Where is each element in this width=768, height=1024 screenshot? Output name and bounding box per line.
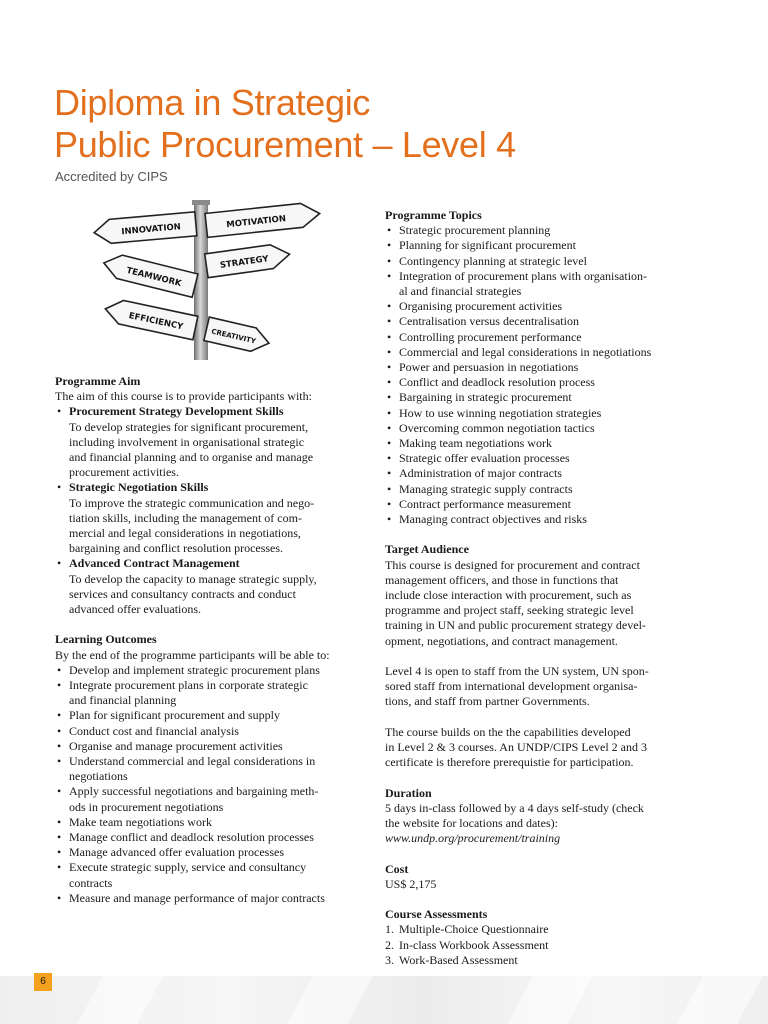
- page-title: [54, 82, 516, 166]
- topic-item-line: • Controlling procurement performance: [399, 329, 582, 344]
- assessment-item: [385, 922, 710, 937]
- paragraph-line: include close interaction with procurement, such as: [385, 588, 632, 603]
- outcome-item-line: • Manage conflict and deadlock resolution processes: [69, 830, 314, 845]
- assessment-number: 2.: [385, 937, 394, 952]
- paragraph-line: The course builds on the the capabilities developed: [385, 724, 631, 739]
- footer-band: [0, 976, 768, 1024]
- outcome-item: [55, 754, 367, 784]
- paragraph-line: tions, and staff from partner Governments.: [385, 694, 590, 709]
- topic-item: [385, 238, 710, 253]
- topic-item: [385, 254, 710, 269]
- sign-creativity: [204, 317, 272, 355]
- outcome-item-line: • Execute strategic supply, service and consultancy: [69, 860, 307, 875]
- paragraph-line: certificate is therefore prerequistie for participation.: [385, 755, 634, 770]
- target-audience-paragraph-1: [385, 558, 710, 649]
- topic-item-line: • Administration of major contracts: [399, 466, 562, 481]
- outcome-item-line: • Plan for significant procurement and supply: [69, 708, 280, 723]
- topic-item-line: • Contingency planning at strategic level: [399, 253, 587, 268]
- paragraph-line: training in UN and public procurement strategy devel-: [385, 618, 646, 633]
- topic-item: [385, 406, 710, 421]
- topic-item: [385, 497, 710, 512]
- paragraph-line: programme and project staff, seeking strategic level: [385, 603, 634, 618]
- outcome-item-line: • Make team negotiations work: [69, 814, 212, 829]
- topic-item: [385, 314, 710, 329]
- topic-item-line: • Centralisation versus decentralisation: [399, 314, 579, 329]
- outcome-item-line: and financial planning: [69, 693, 177, 708]
- topic-item: [385, 390, 710, 405]
- left-column: [55, 374, 367, 906]
- sign-efficiency: [103, 297, 198, 340]
- topic-item-line: • Making team negotiations work: [399, 436, 552, 451]
- sign-strategy: [205, 242, 292, 277]
- outcome-item: [55, 678, 367, 708]
- topic-item-line: • Planning for significant procurement: [399, 238, 576, 253]
- programme-aim-intro: The aim of this course is to provide participants with:: [55, 389, 312, 404]
- topic-item-line: • Contract performance measurement: [399, 496, 571, 511]
- sign-motivation: [205, 202, 321, 238]
- topic-item: [385, 360, 710, 375]
- topic-item-line: • Managing strategic supply contracts: [399, 481, 573, 496]
- assessment-number: 1.: [385, 922, 394, 937]
- svg-text:MOTIVATION: MOTIVATION: [225, 214, 287, 231]
- paragraph-line: Level 4 is open to staff from the UN system, UN spon-: [385, 664, 649, 679]
- outcome-item: [55, 724, 367, 739]
- assessment-text: Work-Based Assessment: [399, 952, 518, 967]
- outcome-item: [55, 815, 367, 830]
- topic-item-line: • Bargaining in strategic procurement: [399, 390, 572, 405]
- outcome-item-line: • Apply successful negotiations and bargaining meth-: [69, 784, 319, 799]
- sign-teamwork: [101, 251, 198, 297]
- topic-item: [385, 421, 710, 436]
- target-audience-heading: Target Audience: [385, 542, 469, 557]
- topic-item-line: • How to use winning negotiation strategies: [399, 405, 602, 420]
- topic-item: [385, 345, 710, 360]
- svg-text:EFFICIENCY: EFFICIENCY: [127, 311, 184, 333]
- outcome-item: [55, 860, 367, 890]
- svg-text:INNOVATION: INNOVATION: [121, 222, 182, 238]
- topic-item-line: • Conflict and deadlock resolution process: [399, 375, 595, 390]
- paragraph-line: in Level 2 & 3 courses. An UNDP/CIPS Level 2 and 3: [385, 740, 647, 755]
- paragraph-line: This course is designed for procurement and contract: [385, 557, 640, 572]
- aim-item: [55, 480, 367, 556]
- svg-text:CREATIVITY: CREATIVITY: [210, 327, 257, 346]
- programme-topics-heading: Programme Topics: [385, 208, 482, 222]
- outcome-item: [55, 739, 367, 754]
- topic-item-line: • Organising procurement activities: [399, 299, 563, 314]
- outcome-item-line: negotiations: [69, 769, 128, 784]
- assessment-item: [385, 938, 710, 953]
- topic-item-line: • Integration of procurement plans with organisation-: [399, 268, 648, 283]
- page-title-line-2: Public Procurement – Level 4: [54, 124, 516, 165]
- outcome-item: [55, 845, 367, 860]
- page-title-line-1: Diploma in Strategic: [54, 82, 371, 123]
- topic-item: [385, 512, 710, 527]
- learning-outcomes-list: [55, 663, 367, 906]
- topic-item: [385, 330, 710, 345]
- outcome-item: [55, 891, 367, 906]
- duration-line: the website for locations and dates):: [385, 816, 558, 831]
- signpost-image: [88, 200, 368, 365]
- topic-item: [385, 269, 710, 299]
- programme-topics-list: [385, 223, 710, 527]
- svg-text:TEAMWORK: TEAMWORK: [125, 265, 183, 290]
- aim-item-title: • Advanced Contract Management: [69, 556, 240, 571]
- topic-item: [385, 436, 710, 451]
- assessments-heading: Course Assessments: [385, 907, 488, 922]
- outcome-item: [55, 708, 367, 723]
- topic-item-line: • Overcoming common negotiation tactics: [399, 420, 595, 435]
- programme-aim-heading: Programme Aim: [55, 374, 141, 388]
- learning-outcomes-intro: By the end of the programme participants will be able to:: [55, 647, 330, 662]
- aim-item: [55, 556, 367, 617]
- aim-item-line: advanced offer evaluations.: [69, 602, 202, 617]
- topic-item: [385, 482, 710, 497]
- topic-item-line: • Commercial and legal considerations in negotiations: [399, 344, 652, 359]
- aim-item-line: including involvement in organisational strategic: [69, 434, 305, 449]
- cost-value: US$ 2,175: [385, 876, 437, 891]
- topic-item-line: al and financial strategies: [399, 284, 522, 299]
- cost-heading: Cost: [385, 861, 409, 876]
- target-audience-paragraph-2: [385, 664, 710, 710]
- outcome-item: [55, 830, 367, 845]
- assessment-number: 3.: [385, 952, 394, 967]
- aim-item-line: tiation skills, including the management of com-: [69, 510, 302, 525]
- outcome-item-line: • Organise and manage procurement activities: [69, 738, 283, 753]
- duration-line: 5 days in-class followed by a 4 days self-study (check: [385, 800, 644, 815]
- outcome-item: [55, 663, 367, 678]
- outcome-item-line: • Understand commercial and legal considerations in: [69, 754, 316, 769]
- target-audience-paragraph-3: [385, 725, 710, 771]
- outcome-item-line: • Manage advanced offer evaluation processes: [69, 845, 285, 860]
- svg-text:STRATEGY: STRATEGY: [219, 254, 270, 271]
- outcome-item-line: • Develop and implement strategic procurement plans: [69, 662, 320, 677]
- aim-item: [55, 404, 367, 480]
- programme-aim-list: [55, 404, 367, 617]
- outcome-item-line: • Conduct cost and financial analysis: [69, 723, 239, 738]
- accreditation-subtitle: Accredited by CIPS: [55, 169, 168, 184]
- assessment-item: [385, 953, 710, 968]
- aim-item-line: procurement activities.: [69, 465, 179, 480]
- topic-item: [385, 375, 710, 390]
- assessment-text: In-class Workbook Assessment: [399, 937, 549, 952]
- aim-item-line: To develop strategies for significant procurement,: [69, 419, 309, 434]
- outcome-item-line: contracts: [69, 875, 113, 890]
- topic-item: [385, 299, 710, 314]
- topic-item: [385, 223, 710, 238]
- aim-item-line: To improve the strategic communication and nego-: [69, 495, 315, 510]
- paragraph-line: opment, negotiations, and contract management.: [385, 633, 618, 648]
- right-column: [385, 208, 710, 968]
- topic-item-line: • Strategic offer evaluation processes: [399, 451, 570, 466]
- paragraph-line: sored staff from international development organisa-: [385, 679, 638, 694]
- topic-item-line: • Strategic procurement planning: [399, 223, 551, 238]
- assessment-text: Multiple-Choice Questionnaire: [399, 922, 549, 937]
- aim-item-title: • Strategic Negotiation Skills: [69, 480, 209, 495]
- aim-item-title: • Procurement Strategy Development Skills: [69, 404, 284, 419]
- assessments-list: [385, 922, 710, 968]
- outcome-item: [55, 784, 367, 814]
- outcome-item-line: • Measure and manage performance of major contracts: [69, 890, 325, 905]
- outcome-item-line: • Integrate procurement plans in corporate strategic: [69, 678, 308, 693]
- topic-item: [385, 466, 710, 481]
- paragraph-line: management officers, and those in functions that: [385, 572, 619, 587]
- topic-item: [385, 451, 710, 466]
- aim-item-line: and financial planning and to organise and manage: [69, 450, 314, 465]
- learning-outcomes-heading: Learning Outcomes: [55, 632, 157, 647]
- duration-heading: Duration: [385, 785, 432, 800]
- sign-innovation: [93, 212, 197, 245]
- outcome-item-line: ods in procurement negotiations: [69, 799, 224, 814]
- aim-item-line: To develop the capacity to manage strategic supply,: [69, 571, 317, 586]
- aim-item-line: services and consultancy contracts and conduct: [69, 586, 296, 601]
- topic-item-line: • Managing contract objectives and risks: [399, 512, 587, 527]
- aim-item-line: mercial and legal considerations in negotiations,: [69, 526, 301, 541]
- topic-item-line: • Power and persuasion in negotiations: [399, 360, 579, 375]
- training-website-link[interactable]: www.undp.org/procurement/training: [385, 831, 561, 846]
- page-number: 6: [34, 973, 52, 991]
- aim-item-line: bargaining and conflict resolution processes.: [69, 541, 284, 556]
